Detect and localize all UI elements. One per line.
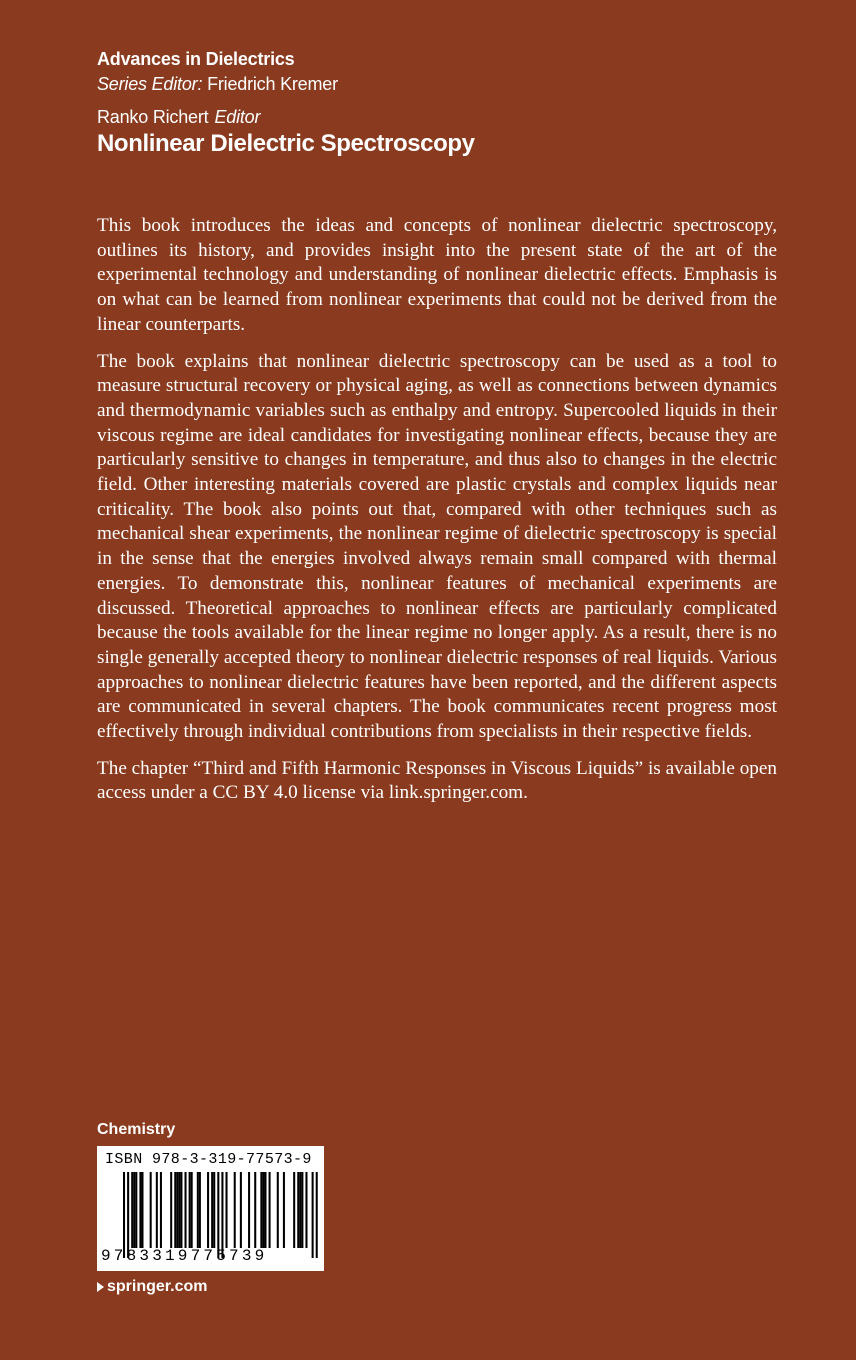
barcode-bar: [174, 1172, 176, 1248]
barcode-digits: 9783319775739: [101, 1247, 268, 1265]
barcode-bar: [264, 1172, 266, 1248]
barcode-bar: [305, 1172, 307, 1248]
barcode-bar: [207, 1172, 209, 1248]
book-title: Nonlinear Dielectric Spectroscopy: [97, 130, 475, 157]
publisher-url: springer.com: [107, 1278, 208, 1295]
description-paragraph: The chapter “Third and Fifth Harmonic Responses in Viscous Liquids” is available open access under a CC BY 4.0 license via link.springer.com.: [97, 757, 777, 804]
barcode-bar: [139, 1172, 141, 1248]
subject-category: Chemistry: [97, 1121, 176, 1138]
description-paragraph: This book introduces the ideas and concepts of nonlinear dielectric spectroscopy, outlines its history, and provides insight into the present state of the art of the experimental technology and understanding of nonlinear dielectric effects. Emphasis is on what can be learned from nonlinear experiments that could not be derived from the linear counterparts.: [97, 215, 777, 335]
barcode-bar: [254, 1172, 256, 1248]
barcode-bar: [248, 1172, 250, 1248]
isbn-barcode: [97, 1146, 324, 1271]
publisher-link[interactable]: [97, 1276, 207, 1298]
barcode-bar: [299, 1172, 301, 1248]
barcode-bar: [213, 1172, 215, 1248]
barcode-bar: [197, 1172, 199, 1248]
cover-header: [97, 47, 777, 159]
barcode-bar: [133, 1172, 135, 1248]
barcode-bar: [178, 1172, 180, 1248]
barcode-bar: [185, 1172, 187, 1248]
barcode-bar: [141, 1172, 143, 1248]
barcode-bar: [277, 1172, 279, 1248]
series-title: Advances in Dielectrics: [97, 49, 295, 69]
description-paragraph: The book explains that nonlinear dielectric spectroscopy can be used as a tool to measure structural recovery or physical aging, as well as connections between dynamics and thermodynamic variables such as enthalpy and entropy. Supercooled liquids in their viscous regime are ideal candidates for investigating nonlinear effects, because they are particularly sensitive to changes in temperature, and thus also to changes in the electric field. Other interesting materials covered are plastic crystals and complex liquids near criticality. The book also points out that, compared with other techniques such as mechanical shear experiments, the nonlinear regime of dielectric spectroscopy is special in the sense that the energies involved always remain small compared with thermal energies. To demonstrate this, nonlinear features of mechanical experiments are discussed. Theoretical approaches to nonlinear effects are particularly complicated because the tools available for the linear regime no longer apply. As a result, there is no single generally accepted theory to nonlinear dielectric responses of real liquids. Various approaches to nonlinear dielectric features have been reported, and the different aspects are communicated in several chapters. The book communicates recent progress most effectively through individual contributions from specialists in their respective fields.: [97, 350, 777, 743]
barcode-bar: [150, 1172, 152, 1248]
series-editor-label: Series Editor:: [97, 74, 203, 94]
barcode-bar: [189, 1172, 191, 1248]
barcode-bar: [301, 1172, 303, 1248]
barcode-bar: [170, 1172, 172, 1248]
barcode-bar: [269, 1172, 271, 1248]
triangle-right-icon: [97, 1282, 104, 1292]
barcode-bar: [199, 1172, 201, 1248]
barcode-bar: [211, 1172, 213, 1248]
series-editor: [97, 71, 777, 97]
barcode-bar: [240, 1172, 242, 1248]
barcode-bar: [131, 1172, 133, 1248]
series-editor-name: Friedrich Kremer: [207, 74, 338, 94]
barcode-bar: [260, 1172, 262, 1248]
barcode-bar: [191, 1172, 193, 1248]
editor-role: Editor: [214, 107, 261, 127]
barcode-bar: [160, 1172, 162, 1248]
barcode-bar: [135, 1172, 137, 1248]
barcode-bar: [156, 1172, 158, 1248]
book-description: [97, 214, 777, 818]
barcode-bar: [297, 1172, 299, 1248]
barcode-bar: [262, 1172, 264, 1248]
barcode-bar: [180, 1172, 182, 1248]
barcode-bar: [234, 1172, 236, 1248]
editor-name: Ranko Richert: [97, 107, 209, 127]
barcode-bar: [176, 1172, 178, 1248]
book-editor: [97, 105, 777, 129]
barcode-bar: [316, 1172, 318, 1258]
isbn-label: ISBN 978-3-319-77573-9: [105, 1151, 312, 1168]
barcode-bar: [283, 1172, 285, 1248]
barcode-bar: [293, 1172, 295, 1248]
barcode-bar: [312, 1172, 314, 1258]
barcode-bar: [226, 1172, 228, 1248]
